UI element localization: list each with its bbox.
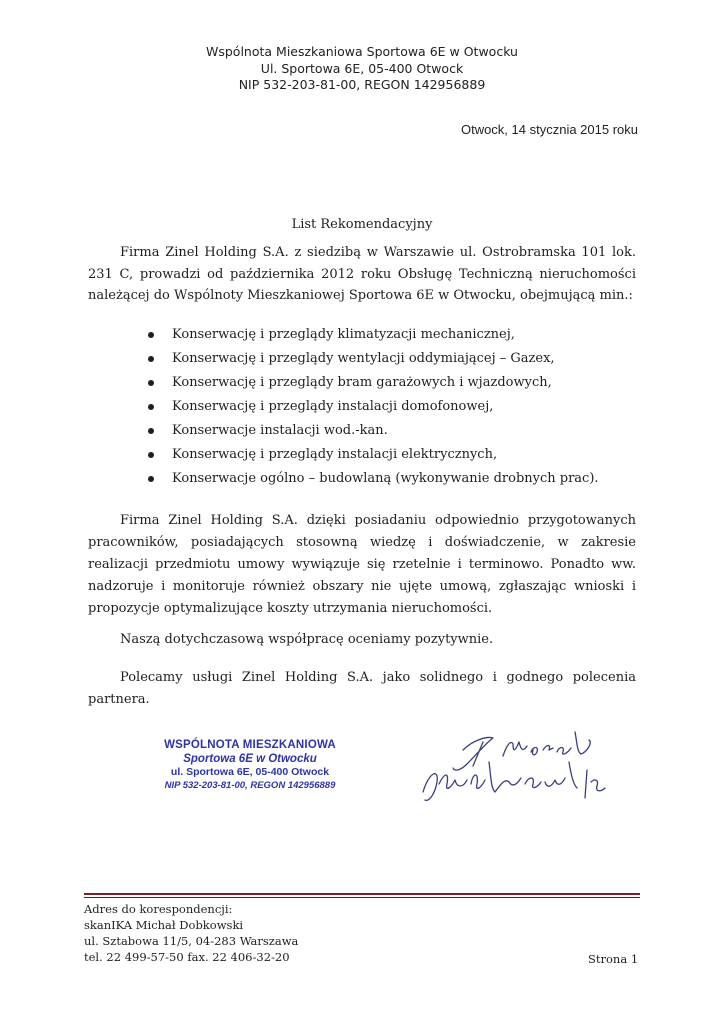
page-number: Strona 1 bbox=[588, 952, 639, 966]
list-item: Konserwację i przeglądy instalacji domofonowej, bbox=[148, 395, 599, 419]
services-list bbox=[148, 323, 599, 491]
stamp-line: WSPÓLNOTA MIESZKANIOWA bbox=[164, 739, 336, 751]
letter-date: Otwock, 14 stycznia 2015 roku bbox=[460, 122, 638, 137]
list-item: Konserwację i przeglądy wentylacji oddymiającej – Gazex, bbox=[148, 347, 599, 371]
bullet-icon bbox=[148, 452, 154, 458]
letterhead-address: Ul. Sportowa 6E, 05-400 Otwock bbox=[260, 60, 464, 76]
footer-phone: tel. 22 499-57-50 fax. 22 406-32-20 bbox=[84, 950, 290, 964]
stamp-line: NIP 532-203-81-00, REGON 142956889 bbox=[164, 780, 336, 791]
list-item: Konserwację i przeglądy klimatyzacji mechanicznej, bbox=[148, 323, 599, 347]
handwritten-signature bbox=[415, 722, 625, 832]
body-paragraph: Firma Zinel Holding S.A. dzięki posiadaniu odpowiednio przygotowanych pracowników, posiadających stosowną wiedzę i doświadczenie, w zakresie realizacji przedmiotu umowy wywiązuje się rzetelnie i terminowo. Ponadto ww. nadzoruje i monitoruje również obszary nie ujęte umową, zgłaszając wnioski i propozycje optymalizujące koszty utrzymania nieruchomości. bbox=[88, 513, 636, 616]
bullet-icon bbox=[148, 476, 154, 482]
letterhead-ids: NIP 532-203-81-00, REGON 142956889 bbox=[238, 77, 486, 92]
list-item: Konserwacje ogólno – budowlaną (wykonywanie drobnych prac). bbox=[148, 467, 599, 491]
list-item: Konserwację i przeglądy instalacji elektrycznych, bbox=[148, 443, 599, 467]
footer-divider bbox=[84, 897, 640, 898]
footer-company: skanIKA Michał Dobkowski bbox=[84, 918, 244, 932]
intro-paragraph: Firma Zinel Holding S.A. z siedzibą w Warszawie ul. Ostrobramska 101 lok. 231 C, prowadzi od października 2012 roku Obsługę Techniczną nieruchomości należącej do Wspólnoty Mieszkaniowej Sportowa 6E w Otwocku, obejmującą min.: bbox=[88, 245, 636, 303]
footer-heading: Adres do korespondencji: bbox=[84, 902, 233, 916]
stamp-line: ul. Sportowa 6E, 05-400 Otwock bbox=[170, 766, 330, 778]
bullet-icon bbox=[148, 428, 154, 434]
bullet-icon bbox=[148, 380, 154, 386]
bullet-icon bbox=[148, 356, 154, 362]
footer-address bbox=[84, 901, 298, 965]
letter-title: List Rekomendacyjny bbox=[291, 217, 433, 232]
footer-street: ul. Sztabowa 11/5, 04-283 Warszawa bbox=[84, 934, 299, 948]
bullet-icon bbox=[148, 332, 154, 338]
letterhead-name: Wspólnota Mieszkaniowa Sportowa 6E w Otwocku bbox=[206, 44, 518, 59]
list-item: Konserwacje instalacji wod.-kan. bbox=[148, 419, 599, 443]
letterhead bbox=[0, 44, 724, 94]
footer-divider bbox=[84, 893, 640, 895]
stamp-line: Sportowa 6E w Otwocku bbox=[183, 753, 317, 765]
list-item: Konserwację i przeglądy bram garażowych i wjazdowych, bbox=[148, 371, 599, 395]
assessment-paragraph: Naszą dotychczasową współpracę oceniamy pozytywnie. bbox=[120, 632, 494, 647]
bullet-icon bbox=[148, 404, 154, 410]
association-stamp bbox=[160, 738, 340, 792]
recommendation-paragraph: Polecamy usługi Zinel Holding S.A. jako solidnego i godnego polecenia partnera. bbox=[88, 670, 636, 707]
